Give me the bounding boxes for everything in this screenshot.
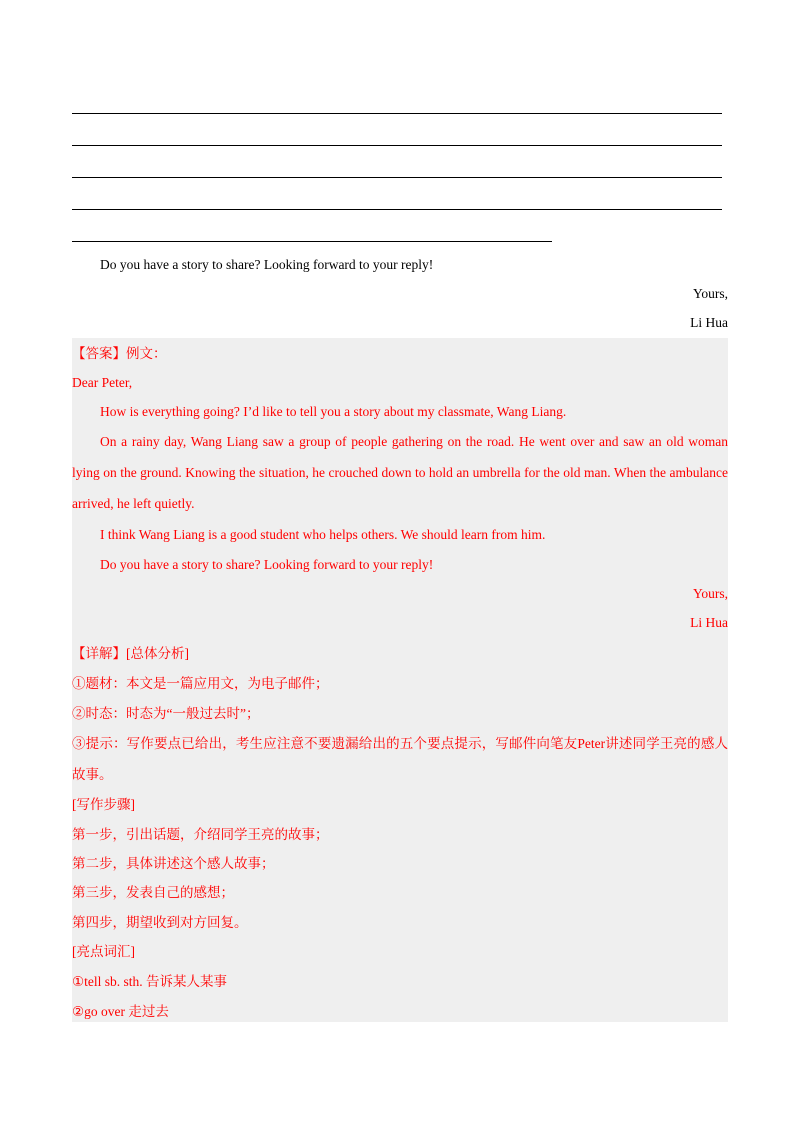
writing-line-4: [72, 209, 722, 210]
letter-share-question: Do you have a story to share? Looking forward to your reply!: [100, 257, 434, 272]
analysis-heading: 【详解】[总体分析]: [72, 646, 189, 661]
writing-line-3: [72, 177, 722, 178]
vocab-item-2: ②go over 走过去: [72, 1004, 169, 1019]
letter-yours: Yours,: [692, 286, 728, 301]
answer-paragraph-1: How is everything going? I’d like to tell you a story about my classmate, Wang Liang.: [100, 404, 567, 419]
answer-signature: Li Hua: [690, 615, 728, 630]
answer-paragraph-3: I think Wang Liang is a good student who helps others. We should learn from him.: [100, 527, 546, 542]
answer-salutation: Dear Peter,: [72, 375, 133, 390]
letter-signature: Li Hua: [690, 315, 728, 330]
answer-heading: 【答案】例文：: [72, 346, 167, 361]
writing-line-5: [72, 241, 552, 242]
step-2: 第二步，具体讲述这个感人故事；: [72, 856, 275, 871]
writing-line-2: [72, 145, 722, 146]
analysis-item-1: ①题材：本文是一篇应用文，为电子邮件；: [72, 676, 329, 691]
answer-paragraph-2: On a rainy day, Wang Liang saw a group of people gathering on the road. He went over and saw an old woman lying on the ground. Knowing the situation, he crouched down to hold an umbrella for the old man. When the ambulance arrived, he left quietly.: [72, 434, 728, 511]
vocab-item-1: ①tell sb. sth. 告诉某人某事: [72, 974, 227, 989]
step-1: 第一步，引出话题，介绍同学王亮的故事；: [72, 827, 329, 842]
step-3: 第三步，发表自己的感想；: [72, 885, 234, 900]
analysis-item-2: ②时态：时态为“一般过去时”；: [72, 706, 260, 721]
analysis-item-3: ③提示：写作要点已给出，考生应注意不要遗漏给出的五个要点提示，写邮件向笔友Peter讲述同学王亮的感人故事。: [72, 736, 728, 782]
answer-yours: Yours,: [692, 586, 728, 601]
vocab-heading: [亮点词汇]: [72, 944, 135, 959]
step-4: 第四步，期望收到对方回复。: [72, 915, 248, 930]
writing-line-1: [72, 113, 722, 114]
answer-paragraph-4: Do you have a story to share? Looking forward to your reply!: [100, 557, 434, 572]
steps-heading: [写作步骤]: [72, 797, 135, 812]
